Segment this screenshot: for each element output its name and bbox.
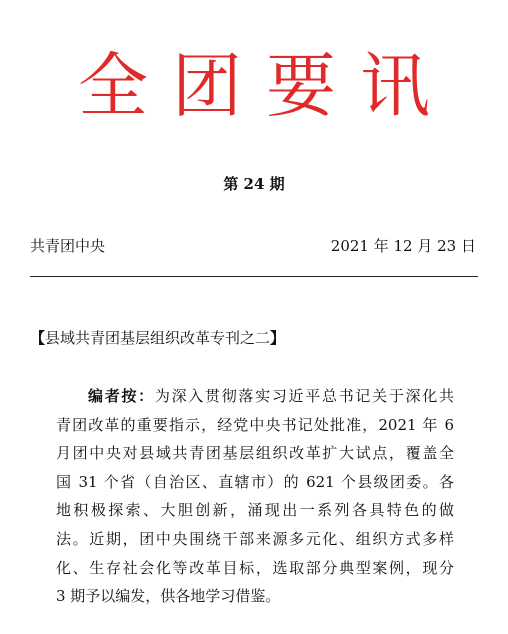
open-bracket: 【 (30, 329, 46, 347)
close-bracket: 】 (270, 329, 286, 347)
editor-note-line (56, 382, 454, 411)
issue-number: 第 24 期 (223, 175, 285, 193)
editor-note-text: 为深入贯彻落实习近平总书记关于深化共 (154, 387, 454, 405)
special-issue-title: 县域共青团基层组织改革专刊之二 (45, 329, 271, 347)
editor-note-label: 编者按 (88, 387, 139, 405)
special-issue-heading (30, 328, 285, 348)
issuer: 共青团中央 (30, 237, 106, 255)
editor-note-line: 地积极探索、大胆创新，涌现出一系列各具特色的做 (56, 501, 454, 520)
header-divider (30, 276, 478, 277)
issue-date: 2021 年 12 月 23 日 (330, 237, 476, 255)
editor-note-line: 国 31 个省（自治区、直辖市）的 621 个县级团委。各 (56, 472, 454, 491)
editor-note-line: 月团中央对县域共青团基层组织改革扩大试点，覆盖全 (56, 444, 454, 463)
editor-note-line: 法。近期，团中央围绕干部来源多元化、组织方式多样 (56, 529, 454, 548)
editor-note-line: 3 期予以编发，供各地学习借鉴。 (56, 587, 281, 606)
masthead-title: 全团要讯 (78, 45, 454, 127)
editor-note-line: 青团改革的重要指示，经党中央书记处批准，2021 年 6 (56, 415, 454, 434)
editor-note-colon: ： (138, 387, 155, 405)
editor-note (56, 382, 454, 611)
editor-note-line: 化、生存社会化等改革目标，选取部分典型案例，现分 (56, 558, 454, 577)
